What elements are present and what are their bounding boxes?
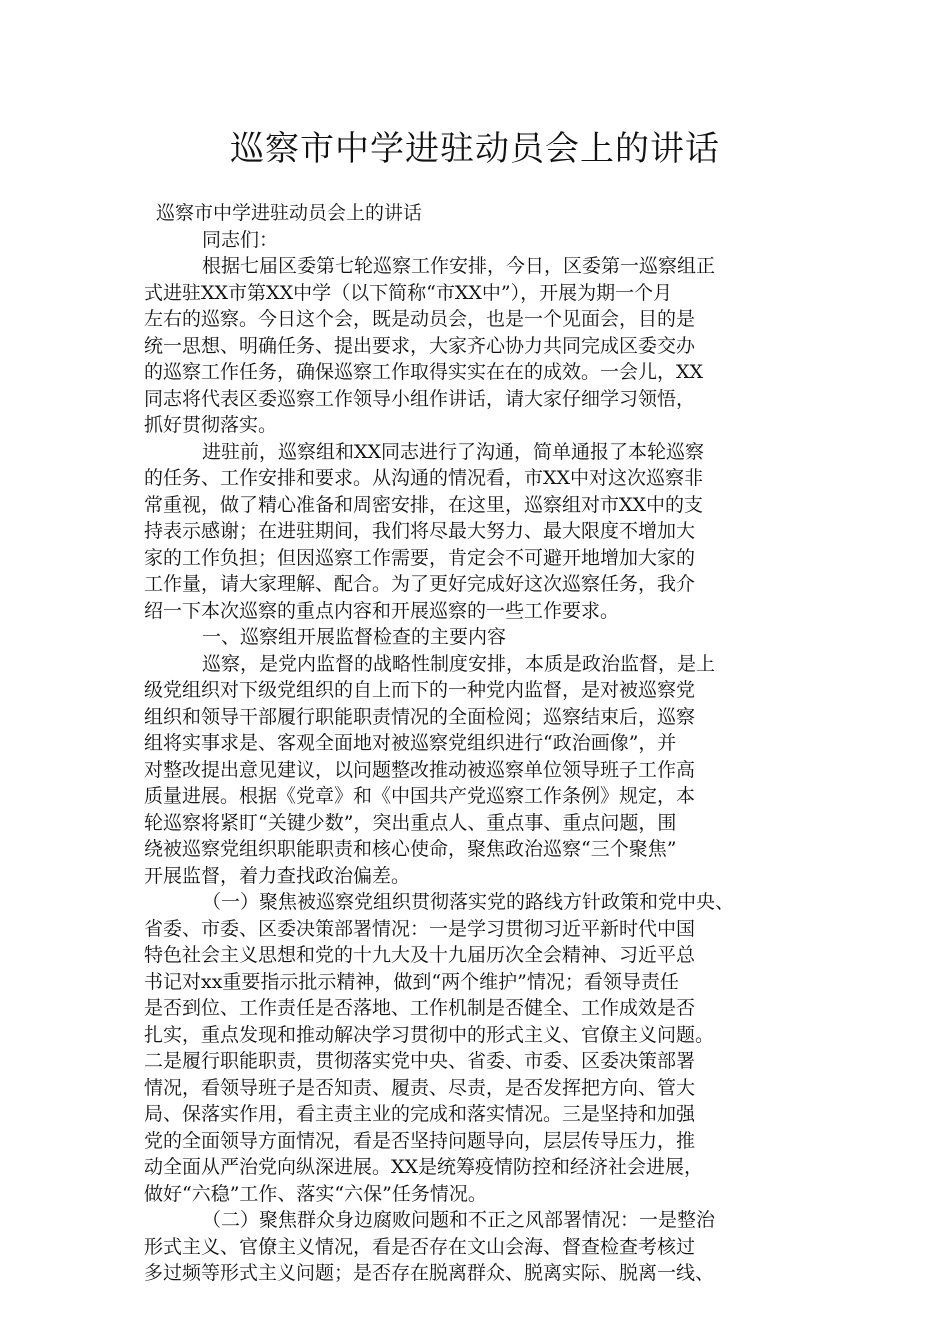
text-line: 做好“六稳”工作、落实“六保”任务情况。 [144,1182,487,1205]
text-line: 常重视，做了精心准备和周密安排，在这里，巡察组对市XX中的支 [144,493,704,516]
document-body [144,200,816,1287]
text-line: 级党组织对下级党组织的自上而下的一种党内监督，是对被巡察党 [144,679,696,701]
text-line: 开展监督，着力查找政治偏差。 [144,864,411,887]
text-line: 同志们： [202,228,279,251]
text-line: 同志将代表区委巡察工作领导小组作讲话，请大家仔细学习领悟， [144,387,696,410]
text-line: 特色社会主义思想和党的十九大及十九届历次全会精神、习近平总 [144,944,696,966]
text-line: 巡察市中学进驻动员会上的讲话 [156,202,423,224]
text-line: 对整改提出意见建议，以问题整改推动被巡察单位领导班子工作高 [144,758,696,781]
text-line: 的任务、工作安排和要求。从沟通的情况看，市XX中对这次巡察非 [144,467,704,489]
text-line: 党的全面领导方面情况，看是否坚持问题导向，层层传导压力，推 [144,1129,696,1152]
text-line: 书记对xx重要指示批示精神，做到“两个维护”情况；看领导责任 [144,970,679,993]
text-line: 工作量，请大家理解、配合。为了更好完成好这次巡察任务，我介 [144,573,696,595]
text-line: 组织和领导干部履行职能职责情况的全面检阅；巡察结束后，巡察 [144,705,696,728]
text-line: 轮巡察将紧盯“关键少数”，突出重点人、重点事、重点问题，围 [144,811,677,834]
text-line: 情况，看领导班子是否知责、履责、尽责，是否发挥把方向、管大 [144,1076,696,1099]
text-line: 动全面从严治党向纵深进展。XX是统筹疫情防控和经济社会进展， [144,1156,704,1178]
text-line: 二是履行职能职责，贯彻落实党中央、省委、市委、区委决策部署 [144,1050,696,1072]
text-line: 进驻前，巡察组和XX同志进行了沟通，简单通报了本轮巡察 [202,440,705,463]
text-line: 式进驻XX市第XX中学（以下简称“市XX中”），开展为期一个月 [144,281,673,304]
text-line: 统一思想、明确任务、提出要求，大家齐心协力共同完成区委交办 [144,334,696,357]
text-line: 组将实事求是、客观全面地对被巡察党组织进行“政治画像”，并 [144,732,677,754]
text-line: 质量进展。根据《党章》和《中国共产党巡察工作条例》规定，本 [144,785,696,807]
text-line: 持表示感谢；在进驻期间，我们将尽最大努力、最大限度不增加大 [144,520,696,542]
text-line: 省委、市委、区委决策部署情况：一是学习贯彻习近平新时代中国 [144,917,696,940]
text-line: 绍一下本次巡察的重点内容和开展巡察的一些工作要求。 [144,599,620,622]
text-line: 局、保落实作用，看主责主业的完成和落实情况。三是坚持和加强 [144,1103,696,1125]
text-line: 根据七届区委第七轮巡察工作安排，今日，区委第一巡察组正 [202,255,716,277]
text-line: （二）聚焦群众身边腐败问题和不正之风部署情况：一是整治 [202,1209,716,1231]
text-line: 形式主义、官僚主义情况，看是否存在文山会海、督查检查考核过 [144,1235,696,1258]
text-line: 抓好贯彻落实。 [144,414,278,436]
text-line: 的巡察工作任务，确保巡察工作取得实实在在的成效。一会儿，XX [144,361,704,383]
text-line: 左右的巡察。今日这个会，既是动员会，也是一个见面会，目的是 [144,308,696,330]
text-line: 是否到位、工作责任是否落地、工作机制是否健全、工作成效是否 [144,997,696,1019]
text-line: 扎实，重点发现和推动解决学习贯彻中的形式主义、官僚主义问题。 [144,1023,715,1046]
document-title: 巡察市中学进驻动员会上的讲话 [230,129,720,169]
text-line: 多过频等形式主义问题；是否存在脱离群众、脱离实际、脱离一线、 [144,1262,715,1284]
text-line: 一、巡察组开展监督检查的主要内容 [202,626,507,648]
text-line: 绕被巡察党组织职能职责和核心使命，聚焦政治巡察“三个聚焦” [144,838,677,860]
text-line: （一）聚焦被巡察党组织贯彻落实党的路线方针政策和党中央、 [202,891,735,913]
text-line: 家的工作负担；但因巡察工作需要，肯定会不可避开地增加大家的 [144,546,696,569]
text-line: 巡察，是党内监督的战略性制度安排，本质是政治监督，是上 [202,652,716,675]
